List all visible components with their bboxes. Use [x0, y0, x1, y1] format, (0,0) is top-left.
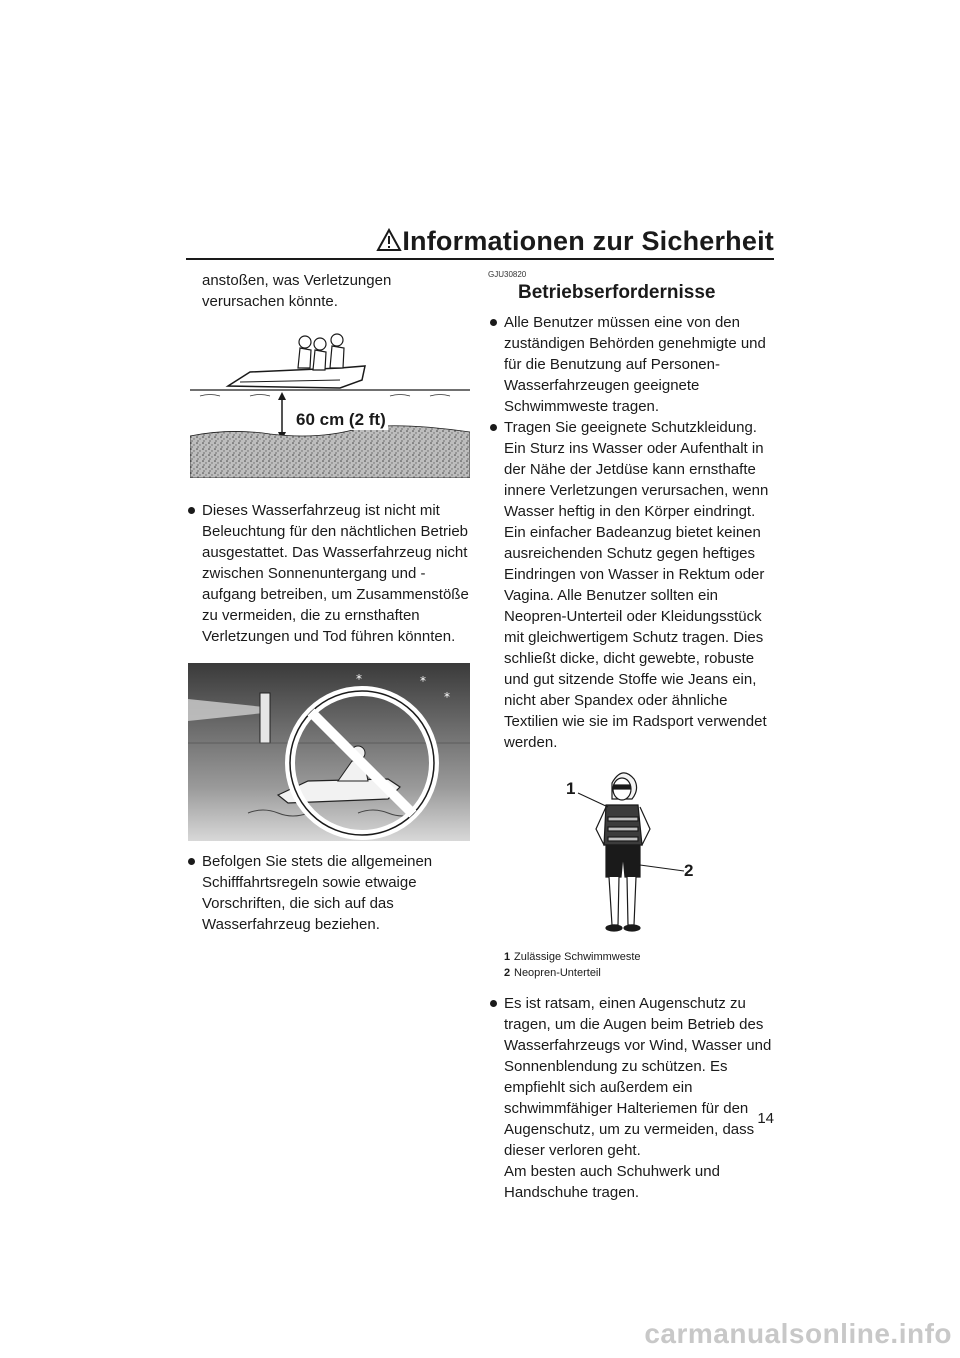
figure-captions — [488, 949, 778, 981]
caption-number: 1 — [504, 951, 511, 963]
callout-2: 2 — [684, 861, 694, 880]
caption-item — [488, 949, 778, 965]
night-operation-prohibited-illustration — [188, 663, 470, 841]
svg-text:*: * — [444, 690, 450, 704]
night-prohibited-figure — [186, 663, 476, 841]
life-vest-figure — [488, 765, 778, 943]
callout-1: 1 — [566, 779, 576, 798]
warning-icon — [376, 228, 402, 252]
page-number: 14 — [757, 1110, 774, 1127]
watermark: carmanualsonline.info — [644, 1318, 952, 1349]
bullet-protective-clothing: Tragen Sie geeignete Schutzkleidung. Ein Sturz ins Wasser oder Aufenthalt in der Nähe der Jetdüse kann ernsthafte innere Verletzungen verursachen, wenn Wasser heftig in den Körper eindringt. — [488, 417, 778, 522]
caption-text: Zulässige Schwimmweste — [514, 951, 641, 963]
caption-item — [488, 965, 778, 981]
page-header — [186, 226, 774, 256]
clearance-figure — [186, 328, 476, 478]
page-title: Informationen zur Sicherheit — [402, 226, 774, 256]
bullet-navigation-rules: Befolgen Sie stets die allgemeinen Schifffahrtsregeln sowie etwaige Vorschriften, die sich auf das Wasserfahrzeug beziehen. — [186, 851, 476, 935]
watercraft-clearance-illustration — [190, 328, 470, 478]
section-code: GJU30820 — [488, 270, 527, 279]
left-column — [186, 270, 476, 935]
continuation-text: anstoßen, was Verletzungen verursachen könnte. — [202, 272, 392, 310]
clearance-label: 60 cm (2 ft) — [296, 410, 386, 429]
section-title: Betriebserfordernisse — [518, 282, 716, 303]
bullet-eye-protection: Es ist ratsam, einen Augenschutz zu tragen, um die Augen beim Betrieb des Wasserfahrzeugs vor Wind, Wasser und Sonnenblendung zu schützen. Es empfiehlt sich außerdem ein schwimmfähiger Halteriemen für den Augenschutz, um zu vermeiden, dass dieser verloren geht. — [488, 993, 778, 1161]
caption-text: Neopren-Unterteil — [514, 967, 601, 979]
bullet-night-operation: Dieses Wasserfahrzeug ist nicht mit Beleuchtung für den nächtlichen Betrieb ausgestattet. Das Wasserfahrzeug nicht zwischen Sonnenuntergang und -aufgang betreiben, um Zusammenstöße zu vermeiden, die zu ernsthaften Verletzungen und Tod führen könnten. — [186, 500, 476, 647]
svg-text:*: * — [420, 674, 426, 688]
header-rule — [186, 258, 774, 260]
person-with-life-vest-illustration — [488, 765, 778, 943]
shoes-paragraph: Am besten auch Schuhwerk und Handschuhe tragen. — [504, 1163, 720, 1201]
svg-text:*: * — [356, 672, 362, 686]
bullet-life-vest: Alle Benutzer müssen eine von den zuständigen Behörden genehmigte und für die Benutzung auf Personen-Wasserfahrzeugen geeignete Schwimmweste tragen. — [488, 312, 778, 417]
caption-number: 2 — [504, 967, 511, 979]
swimsuit-paragraph: Ein einfacher Badeanzug bietet keinen ausreichenden Schutz gegen heftiges Eindringen von Wasser in Rektum oder Vagina. Alle Benutzer sollten ein Neopren-Unterteil oder Kleidungsstück mit gleichwertigem Schutz tragen. Dies schließt dicke, dicht gewebte, robuste und gut sitzende Stoffe wie Jeans ein, nicht aber Spandex oder ähnliche Textilien wie sie im Radsport verwendet werden. — [504, 524, 767, 751]
right-column — [488, 270, 778, 1203]
